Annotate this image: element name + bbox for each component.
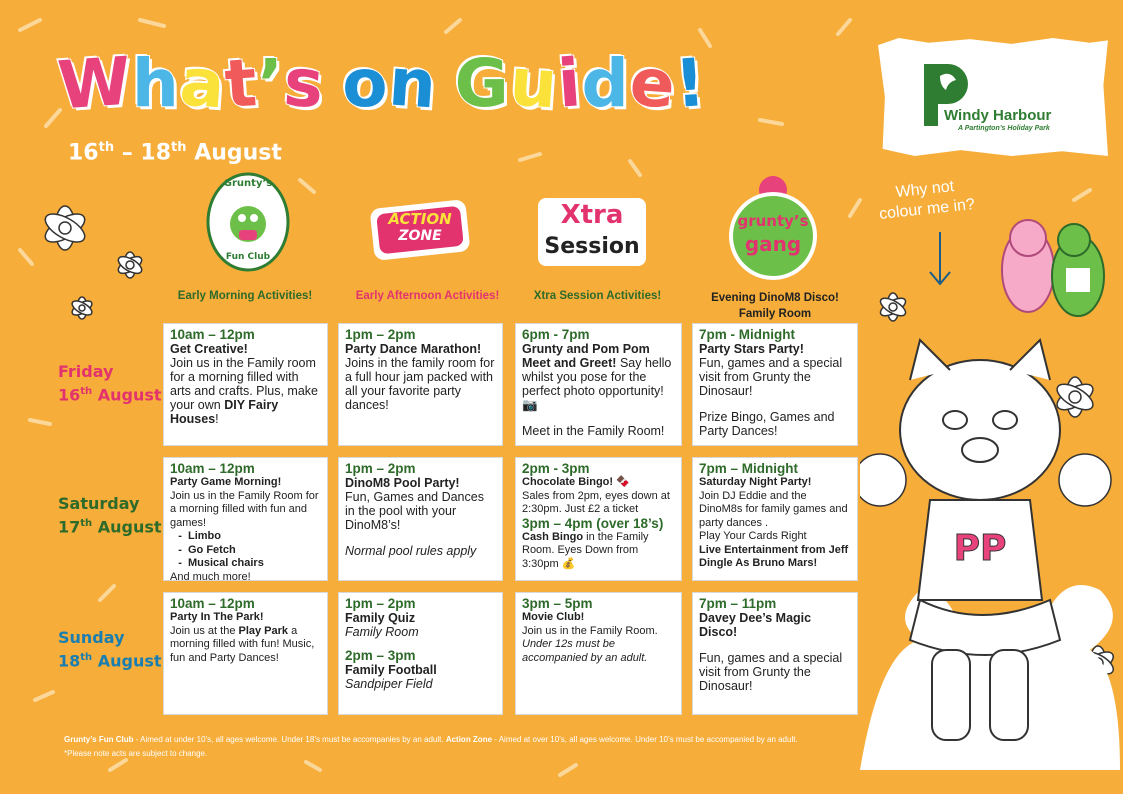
day-friday: Friday 16th August bbox=[58, 362, 162, 405]
title-letter: i bbox=[555, 44, 585, 123]
title-letter: u bbox=[507, 43, 561, 124]
date-range: 16th – 18th August bbox=[68, 140, 282, 166]
sunday-afternoon-cell: 1pm – 2pm Family Quiz Family Room 2pm – 3pm Family Football Sandpiper Field bbox=[338, 592, 503, 715]
title-letter: s bbox=[281, 43, 327, 124]
grunty-and-pompom-mascots bbox=[990, 210, 1110, 330]
title-letter: a bbox=[177, 43, 228, 124]
colour-me-in-note: Why not colour me in? bbox=[878, 178, 976, 223]
title-letter: d bbox=[581, 45, 630, 122]
sunday-xtra-cell: 3pm – 5pm Movie Club! Join us in the Family Room. Under 12s must be accompanied by an adult. bbox=[515, 592, 682, 715]
xtra-session-logo: Xtra Session bbox=[536, 194, 648, 270]
day-saturday: Saturday 17th August bbox=[58, 494, 162, 537]
saturday-afternoon-cell: 1pm – 2pm DinoM8 Pool Party! Fun, Games and Dances in the pool with your DinoM8’s! Normal pool rules apply bbox=[338, 457, 503, 581]
saturday-xtra-cell: 2pm - 3pm Chocolate Bingo! 🍫 Sales from 2pm, eyes down at 2:30pm. Just £2 a ticket 3pm – 4pm (over 18’s) Cash Bingo in the Family Room. Eyes Down from 3:30pm 💰 bbox=[515, 457, 682, 581]
title-letter: G bbox=[454, 45, 510, 122]
friday-evening-cell: 7pm - Midnight Party Stars Party! Fun, games and a special visit from Grunty the Dinosaur! Prize Bingo, Games and Party Dances! bbox=[692, 323, 858, 446]
svg-text:PP: PP bbox=[953, 528, 1007, 569]
title-letter: o bbox=[342, 45, 389, 122]
title-letter: h bbox=[131, 45, 180, 122]
saturday-morning-cell: 10am – 12pm Party Game Morning! Join us in the Family Room for a morning filled with fun and games! - Limbo - Go Fetch - Musical chairs And much more! bbox=[163, 457, 328, 581]
page-title bbox=[55, 42, 710, 125]
friday-xtra-cell: 6pm - 7pm Grunty and Pom Pom Meet and Greet! Say hello whilst you pose for the perfect photo opportunity! 📷 Meet in the Family Room! bbox=[515, 323, 682, 446]
brand-logo-card bbox=[878, 38, 1108, 156]
title-letter: ’ bbox=[257, 45, 284, 122]
grunty-gang-logo: grunty’s gang bbox=[727, 172, 819, 280]
title-letter: W bbox=[55, 42, 135, 125]
sunday-morning-cell: 10am – 12pm Party In The Park! Join us at the Play Park a morning filled with fun! Music, fun and Party Dances! bbox=[163, 592, 328, 715]
category-early-morning: Early Morning Activities! bbox=[177, 290, 313, 302]
brand-name: Windy Harbour bbox=[944, 107, 1052, 124]
grunty-fun-club-logo: Grunty’s Fun Club bbox=[205, 172, 291, 272]
friday-afternoon-cell: 1pm – 2pm Party Dance Marathon! Joins in the family room for a full hour jam packed with all your favorite party dances! bbox=[338, 323, 503, 446]
category-evening-disco: Evening DinoM8 Disco! Family Room bbox=[711, 292, 839, 320]
day-sunday: Sunday 18th August bbox=[58, 628, 162, 671]
category-early-afternoon: Early Afternoon Activities! bbox=[355, 290, 500, 302]
title-letter: t bbox=[222, 43, 261, 124]
title-letter bbox=[324, 105, 342, 106]
action-zone-logo: ACTION ZONE bbox=[368, 196, 472, 262]
title-letter: e bbox=[627, 43, 679, 124]
footer-notes: Grunty’s Fun Club - Aimed at under 10’s, all ages welcome. Under 18’s must be accompanies by an adult. Action Zone - Aimed at over 10’s, all ages welcome. Under 10’s must be accompanied by an adult. *Please note acts are subject to change. bbox=[64, 735, 798, 758]
friday-morning-cell: 10am – 12pm Get Creative! Join us in the Family room for a morning filled with arts and crafts. Plus, make your own DIY Fairy Houses! bbox=[163, 323, 328, 446]
title-letter: n bbox=[386, 43, 440, 124]
title-letter bbox=[437, 105, 455, 106]
tiger-mascot-colouring-icon bbox=[860, 330, 1120, 770]
arrow-icon bbox=[920, 230, 960, 290]
category-xtra-session: Xtra Session Activities! bbox=[533, 290, 662, 302]
brand-tagline: A Partington’s Holiday Park bbox=[958, 125, 1050, 132]
title-letter: ! bbox=[672, 44, 710, 123]
saturday-evening-cell: 7pm – Midnight Saturday Night Party! Join DJ Eddie and the DinoM8s for family games and party dances . Play Your Cards Right Live Entertainment from Jeff Dingle As Bruno Mars! bbox=[692, 457, 858, 581]
sunday-evening-cell: 7pm – 11pm Davey Dee’s Magic Disco! Fun, games and a special visit from Grunty the Dinosaur! bbox=[692, 592, 858, 715]
